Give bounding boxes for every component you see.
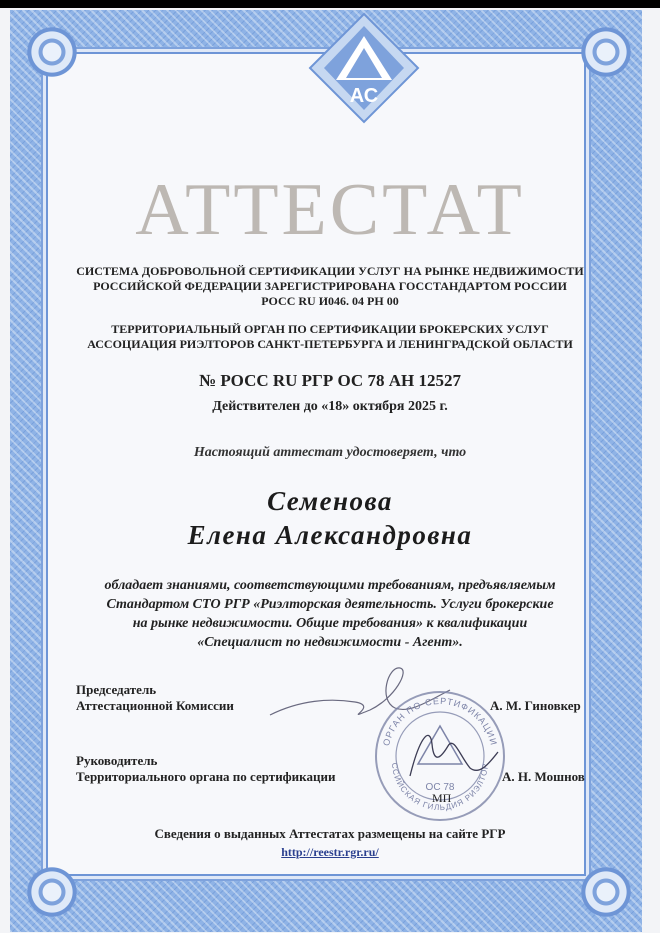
corner-ornament-top-right xyxy=(570,16,642,88)
rgr-logo-emblem xyxy=(304,8,424,128)
validity-date: Действителен до «18» октября 2025 г. xyxy=(212,399,448,414)
certificate-title: АТТЕСТАТ xyxy=(135,169,525,251)
head-title-1: Руководитель xyxy=(76,753,158,768)
stamp-code: ОС 78 xyxy=(425,782,455,793)
qualification-line-3: на рынке недвижимости. Общие требования» к квалификации xyxy=(132,616,528,631)
organ-line-2: АССОЦИАЦИЯ РИЭЛТОРОВ САНКТ-ПЕТЕРБУРГА И ЛЕНИНГРАДСКОЙ ОБЛАСТИ xyxy=(87,337,573,351)
qualification-line-4: «Специалист по недвижимости - Агент». xyxy=(197,635,463,650)
corner-ornament-bottom-right xyxy=(570,856,642,928)
stamp-ring-top-text: ОРГАН ПО СЕРТИФИКАЦИИ xyxy=(381,695,499,747)
corner-ornament-top-left xyxy=(16,16,88,88)
system-line-1: СИСТЕМА ДОБРОВОЛЬНОЙ СЕРТИФИКАЦИИ УСЛУГ НА РЫНКЕ НЕДВИЖИМОСТИ xyxy=(76,264,584,278)
registry-notice: Сведения о выданных Аттестатах размещены на сайте РГР xyxy=(154,826,506,841)
holder-given-names: Елена Александровна xyxy=(187,520,473,550)
holder-surname: Семенова xyxy=(267,486,393,516)
head-title-2: Территориального органа по сертификации xyxy=(76,769,336,784)
certificate-number: № РОСС RU РГР ОС 78 АН 12527 xyxy=(199,371,461,390)
chair-name: А. М. Гиновкер xyxy=(490,698,581,713)
qualification-line-1: обладает знаниями, соответствующими требованиям, предъявляемым xyxy=(104,578,556,593)
corner-ornament-bottom-left xyxy=(16,856,88,928)
system-line-2: РОССИЙСКОЙ ФЕДЕРАЦИИ ЗАРЕГИСТРИРОВАНА ГОССТАНДАРТОМ РОССИИ xyxy=(93,279,567,293)
chair-title-1: Председатель xyxy=(76,682,157,697)
registry-link[interactable]: http://reestr.rgr.ru/ xyxy=(281,845,379,859)
chair-title-2: Аттестационной Комиссии xyxy=(76,698,234,713)
stamp-ring-bottom-text: ССИЙСКАЯ ГИЛЬДИЯ РИЭЛТОР xyxy=(389,762,491,813)
system-registration-code: РОСС RU И046. 04 РН 00 xyxy=(261,294,399,308)
certifies-statement: Настоящий аттестат удостоверяет, что xyxy=(193,445,467,460)
organ-line-1: ТЕРРИТОРИАЛЬНЫЙ ОРГАН ПО СЕРТИФИКАЦИИ БРОКЕРСКИХ УСЛУГ xyxy=(111,322,549,336)
seal-mark: МП xyxy=(432,791,452,805)
certificate-sheet xyxy=(0,8,660,933)
qualification-line-2: Стандартом СТО РГР «Риэлторская деятельность. Услуги брокерские xyxy=(106,597,554,612)
registry-link-wrap xyxy=(0,843,660,861)
head-name: А. Н. Мошнов xyxy=(502,769,585,784)
logo-letters: АС xyxy=(349,85,379,107)
